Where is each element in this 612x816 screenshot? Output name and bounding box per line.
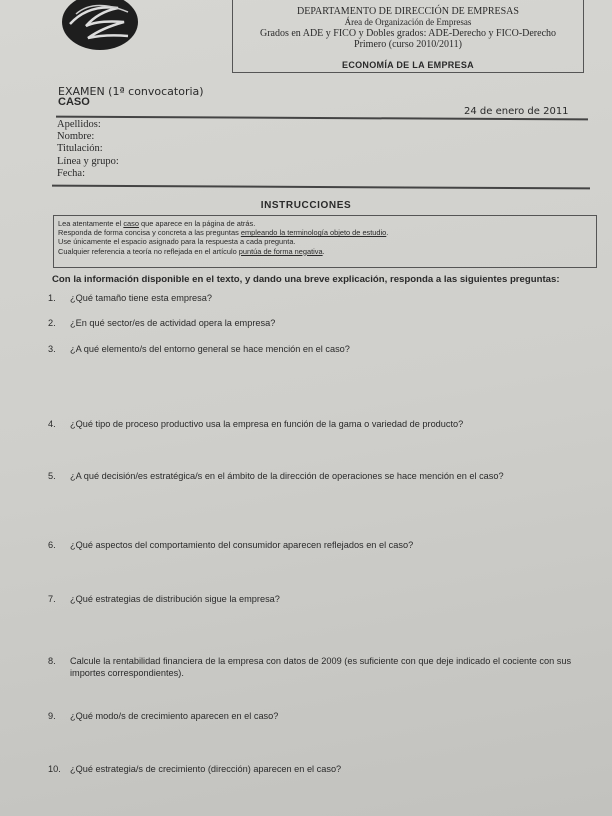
exam-type: CASO bbox=[58, 96, 90, 108]
instructions-title: INSTRUCCIONES bbox=[260, 200, 352, 211]
course: Primero (curso 2010/2011) bbox=[354, 39, 462, 50]
instructions-box bbox=[53, 215, 597, 268]
exam-title: EXAMEN (1ª convocatoria) bbox=[58, 85, 204, 98]
question-4: 4. ¿Qué tipo de proceso productivo usa la empresa en función de la gama o variedad de producto? bbox=[48, 419, 464, 429]
question-8: 8. Calcule la rentabilidad financiera de la empresa con datos de 2009 (es suficiente con que deje indicado el cociente con sus importes correspondientes). bbox=[48, 656, 572, 678]
question-1: 1. ¿Qué tamaño tiene esta empresa? bbox=[48, 293, 212, 303]
question-2: 2. ¿En qué sector/es de actividad opera la empresa? bbox=[48, 318, 276, 328]
exam-date: 24 de enero de 2011 bbox=[464, 106, 569, 117]
degrees: Grados en ADE y FICO y Dobles grados: ADE-Derecho y FICO-Derecho bbox=[259, 28, 557, 39]
instruction-3: Use únicamente el espacio asignado para la respuesta a cada pregunta. bbox=[58, 237, 296, 247]
subject: ECONOMÍA DE LA EMPRESA bbox=[342, 60, 474, 70]
divider bbox=[52, 185, 590, 189]
questions-intro: Con la información disponible en el texto, y dando una breve explicación, responda a las siguientes preguntas: bbox=[52, 274, 560, 285]
header-box bbox=[232, 0, 584, 73]
field-linea-grupo: Línea y grupo: bbox=[57, 155, 119, 167]
university-logo bbox=[58, 0, 142, 54]
question-7: 7. ¿Qué estrategias de distribución sigue la empresa? bbox=[48, 594, 280, 604]
instruction-2: Responda de forma concisa y concreta a las preguntas empleando la terminología objeto de estudio. bbox=[58, 228, 389, 238]
instruction-4: Cualquier referencia a teoría no reflejada en el artículo puntúa de forma negativa. bbox=[58, 246, 325, 256]
department: DEPARTAMENTO DE DIRECCIÓN DE EMPRESAS bbox=[297, 6, 519, 17]
question-9: 9. ¿Qué modo/s de crecimiento aparecen en el caso? bbox=[48, 711, 279, 721]
instruction-1: Lea atentamente el caso que aparece en la página de atrás. bbox=[58, 219, 256, 228]
question-5: 5. ¿A qué decisión/es estratégica/s en el ámbito de la dirección de operaciones se hace mención en el caso? bbox=[48, 471, 504, 481]
question-3: 3. ¿A qué elemento/s del entorno general se hace mención en el caso? bbox=[48, 344, 350, 354]
field-nombre: Nombre: bbox=[57, 131, 95, 143]
area: Área de Organización de Empresas bbox=[344, 17, 472, 27]
question-10: 10. ¿Qué estrategia/s de crecimiento (dirección) aparecen en el caso? bbox=[48, 764, 342, 774]
field-apellidos: Apellidos: bbox=[57, 119, 101, 130]
field-fecha: Fecha: bbox=[57, 167, 85, 179]
field-titulacion: Titulación: bbox=[57, 143, 103, 155]
question-6: 6. ¿Qué aspectos del comportamiento del consumidor aparecen reflejados en el caso? bbox=[48, 540, 414, 550]
